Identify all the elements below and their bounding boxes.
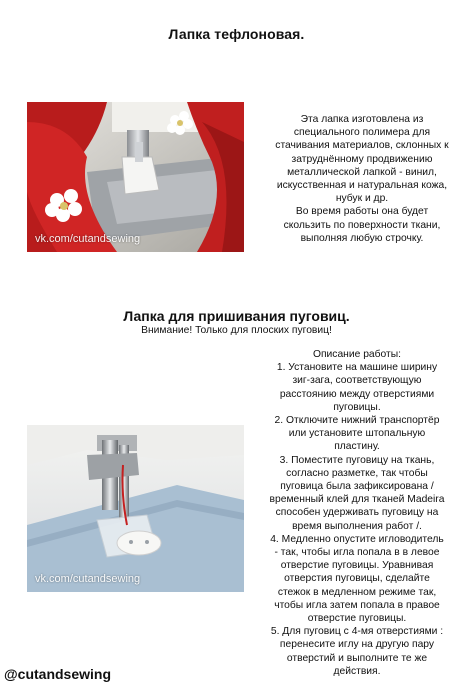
instruction-line: время выполнения работ /. [292, 520, 422, 532]
instruction-line: 1. Установите на машине ширину [276, 362, 438, 374]
instruction-line: 2. Отключите нижний транспортёр [274, 415, 440, 427]
instruction-line: действия. [333, 665, 381, 677]
teflon-foot-illustration [27, 102, 244, 252]
instruction-line: пластину. [334, 441, 380, 453]
button-foot-illustration [27, 425, 244, 592]
instruction-line: пуговицы. [333, 401, 381, 413]
description-line: нубук и др. [335, 193, 389, 205]
section-title-teflon-foot: Лапка тефлоновая. [168, 26, 305, 42]
instruction-line: 5. Для пуговиц с 4-мя отверстиями : [270, 626, 444, 638]
instruction-line: отверстия пуговицы, сделайте [284, 573, 430, 585]
instruction-line: пуговица была зафиксирована / [280, 481, 434, 493]
description-line: затруднённому продвижению [291, 153, 433, 165]
instruction-line: перенесите иглу на другую пару [279, 639, 435, 651]
instruction-line: или установите штопальную [288, 428, 426, 440]
description-line: Во время работы она будет [295, 206, 429, 218]
description-line: стачивания материалов, склонных к [275, 140, 449, 152]
photo-watermark: vk.com/cutandsewing [35, 573, 141, 585]
instruction-line: стежок в медленном режиме так, [277, 586, 437, 598]
description-line: специального полимера для [293, 127, 431, 139]
instruction-line: отверстие пуговицы. Уравнивая [280, 560, 434, 572]
instruction-line: отверстий и выполните те же [286, 652, 428, 664]
description-line: выполняя любую строчку. [300, 232, 424, 244]
instruction-line: отверстие пуговицы. [307, 613, 407, 625]
instruction-line: согласно разметке, так чтобы [286, 467, 428, 479]
section-title-button-foot: Лапка для пришивания пуговиц. [123, 308, 350, 324]
author-handle: @cutandsewing [4, 666, 111, 682]
description-line: Эта лапка изготовлена из [300, 114, 424, 125]
instruction-line: чтобы игла затем попала в правое [274, 599, 440, 611]
instruction-line: расстоянию между отверстиями [279, 388, 435, 400]
section-warning: Внимание! Только для плоских пуговиц! [141, 325, 332, 336]
teflon-foot-description [268, 113, 456, 245]
instruction-line: - так, чтобы игла попала в в левое [274, 547, 440, 559]
description-line: металлической лапкой - винил, [287, 166, 437, 178]
instruction-line: 3. Поместите пуговицу на ткань, [279, 454, 435, 466]
instruction-line: Описание работы: [312, 349, 402, 360]
instruction-line: 4. Медленно опустите игловодитель [270, 533, 444, 545]
instruction-line: зиг-зага, соответствующую [292, 375, 422, 387]
instruction-line: способен удерживать пуговицу на [275, 507, 439, 519]
button-foot-instructions [251, 348, 463, 678]
description-line: искусственная и натуральная кожа, [276, 180, 448, 192]
teflon-foot-photo [27, 102, 244, 252]
description-line: скользить по поверхности ткани, [283, 219, 441, 231]
instruction-line: временный клей для тканей Madeira [269, 494, 445, 506]
button-foot-photo [27, 425, 244, 592]
photo-watermark: vk.com/cutandsewing [35, 233, 141, 245]
